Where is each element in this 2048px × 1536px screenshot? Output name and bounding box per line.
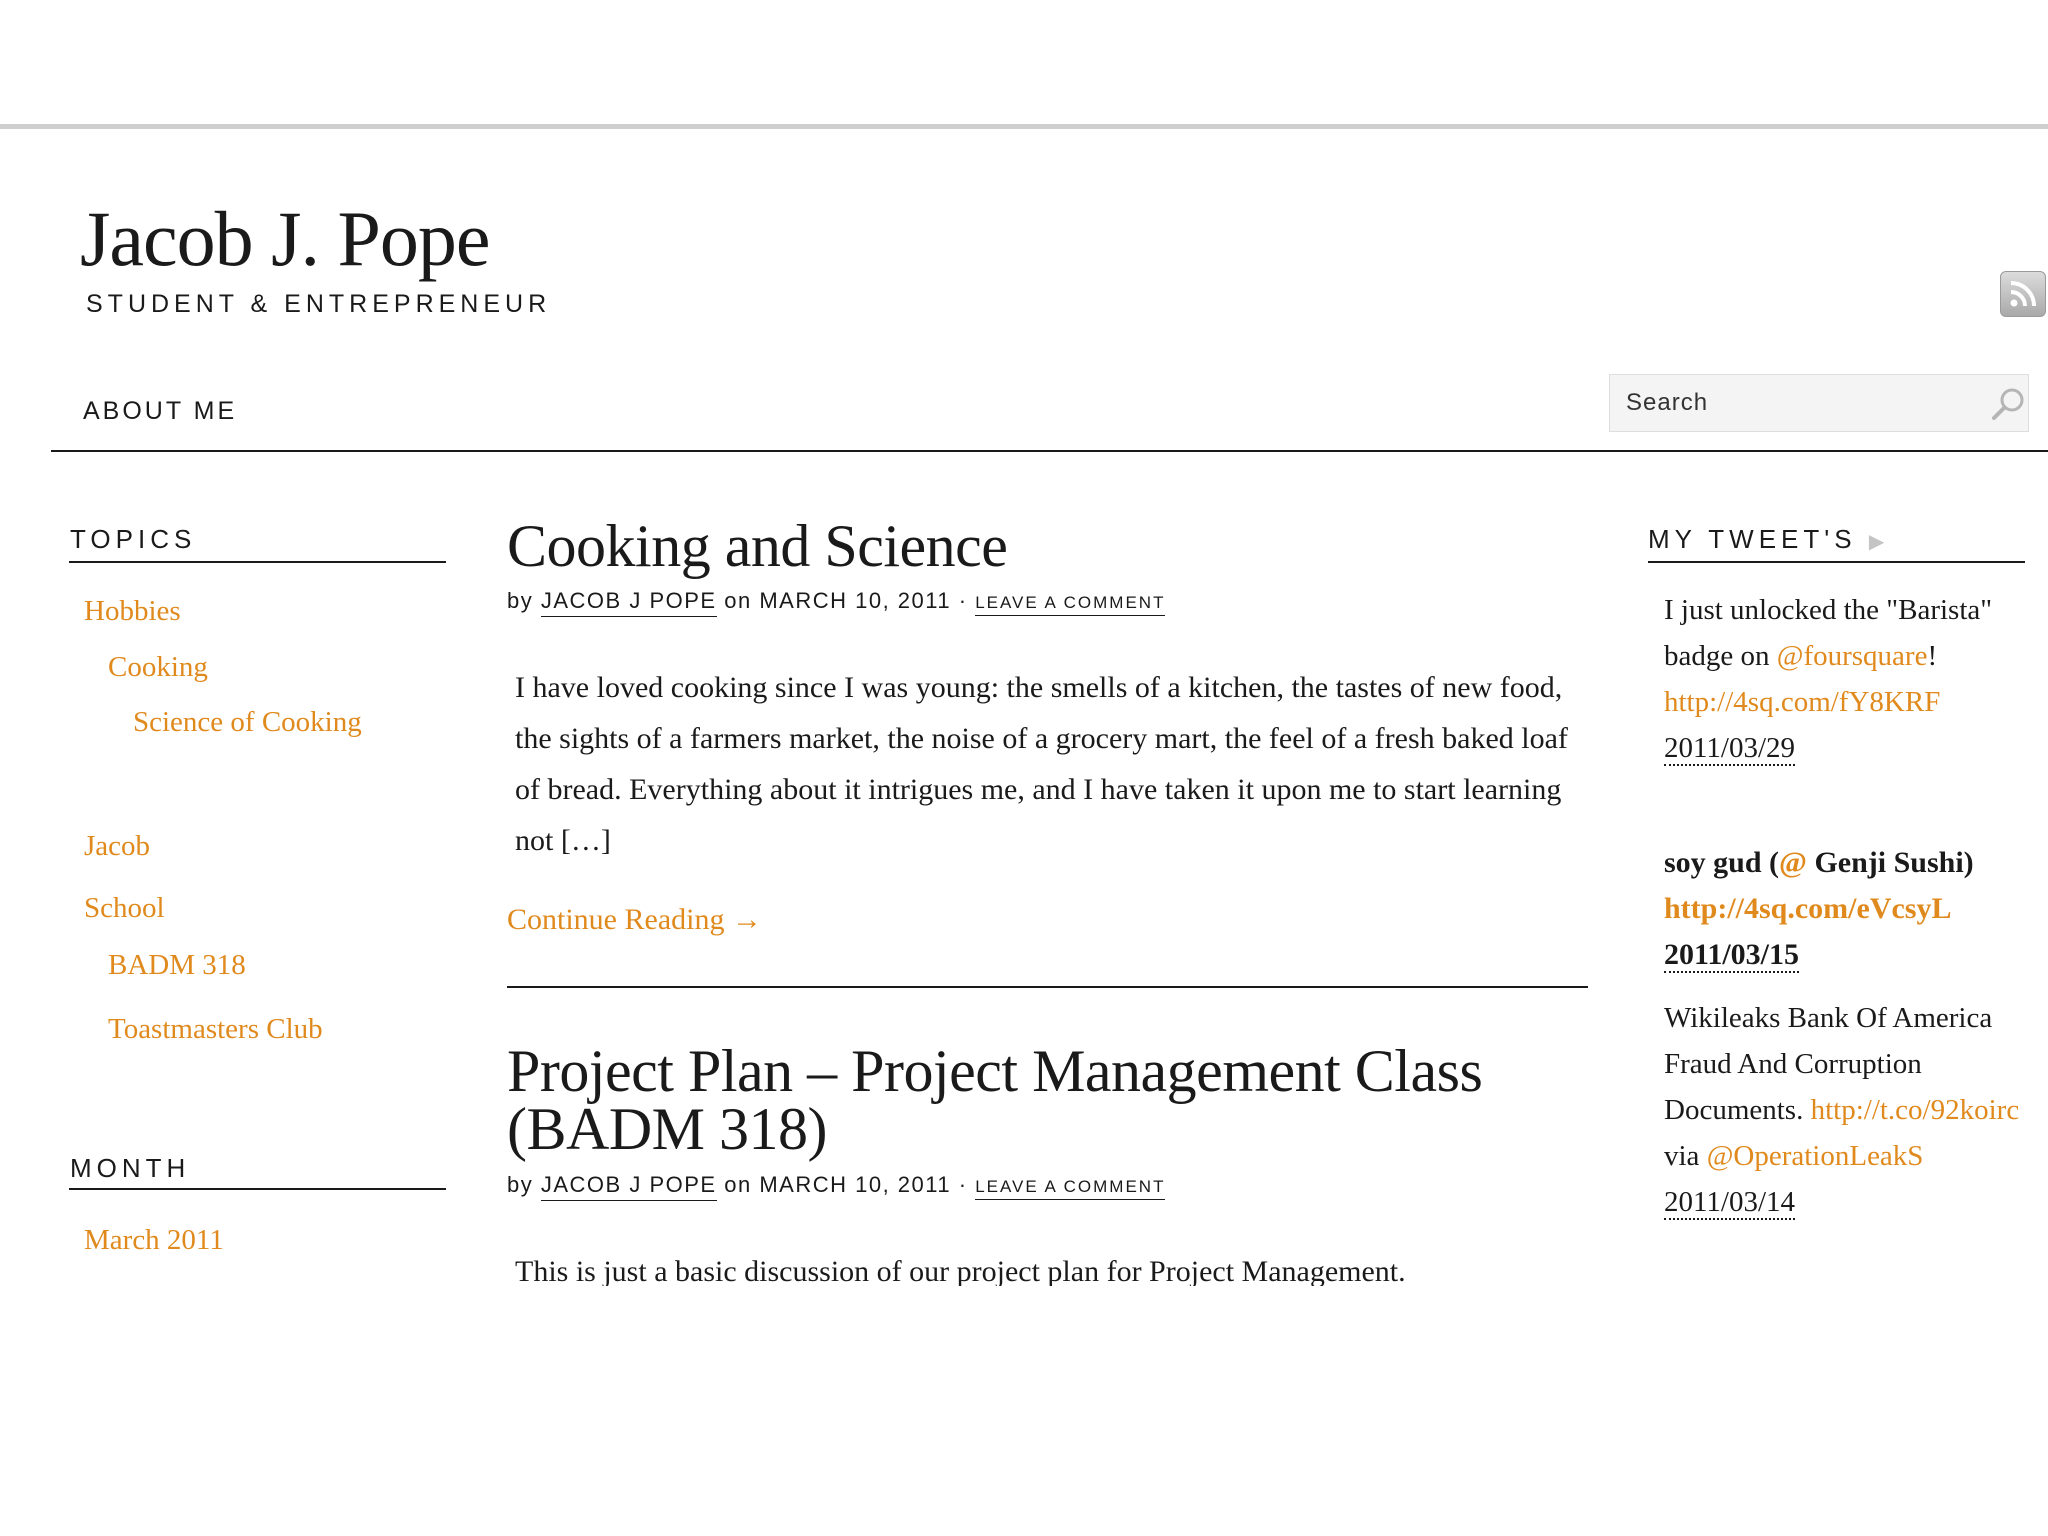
tweet-text: Wikileaks Bank Of America Fraud And Corruption Documents. — [1664, 1002, 1993, 1126]
caret-right-icon: ▶ — [1868, 531, 1885, 553]
meta-on: on — [724, 588, 752, 613]
tweet-mention[interactable]: @ — [1779, 846, 1807, 879]
meta-separator: · — [958, 588, 968, 613]
tweet-date[interactable]: 2011/03/29 — [1664, 732, 1796, 764]
tweet-text: soy gud ( — [1664, 846, 1780, 879]
month-rule — [69, 1188, 446, 1190]
meta-separator: · — [958, 1172, 968, 1197]
tweet-text: Genji Sushi) — [1806, 846, 1974, 879]
topic-hobbies[interactable]: Hobbies — [84, 595, 181, 627]
tweet-mention[interactable]: @foursquare — [1776, 640, 1928, 672]
post-date: MARCH 10, 2011 — [759, 588, 952, 613]
continue-reading-link[interactable]: Continue Reading → — [507, 903, 762, 936]
topic-science-of-cooking[interactable]: Science of Cooking — [133, 706, 362, 738]
tweet-text: I just unlocked the "Barista" badge on — [1664, 594, 1993, 672]
topics-rule — [69, 561, 446, 563]
rss-feed-glyph — [2008, 279, 2038, 309]
tweet-link[interactable]: http://4sq.com/eVcsyL — [1664, 892, 1950, 925]
leave-comment-link[interactable]: LEAVE A COMMENT — [975, 1177, 1165, 1200]
tweet-link[interactable]: http://4sq.com/fY8KRF — [1664, 686, 1941, 718]
site-title[interactable]: Jacob J. Pope — [80, 195, 490, 282]
meta-on: on — [724, 1172, 752, 1197]
tweet-item — [1664, 840, 2034, 978]
tweet-mention[interactable]: @OperationLeakS — [1706, 1140, 1924, 1172]
tweet-text-after: ! — [1927, 640, 1938, 672]
search-input[interactable] — [1626, 387, 1966, 419]
meta-by: by — [507, 588, 534, 613]
tweet-item — [1664, 995, 2034, 1225]
top-rule — [0, 124, 2048, 129]
post-divider — [507, 986, 1588, 988]
tweet-date[interactable]: 2011/03/15 — [1664, 938, 1800, 971]
tweet-text-via: via — [1664, 1140, 1707, 1172]
topic-jacob[interactable]: Jacob — [84, 830, 151, 862]
post-title[interactable]: Cooking and Science — [507, 513, 1008, 579]
magnifier-icon[interactable] — [1990, 385, 2028, 423]
tweets-rule — [1648, 561, 2025, 563]
topic-badm-318[interactable]: BADM 318 — [108, 949, 246, 981]
post-meta — [507, 1174, 1165, 1196]
nav-about-me[interactable]: ABOUT ME — [83, 397, 238, 425]
post-excerpt: This is just a basic discussion of our project plan for Project Management. — [515, 1255, 1406, 1286]
tweet-item — [1664, 587, 2034, 771]
tweets-title-text: MY TWEET'S — [1648, 524, 1857, 554]
post-excerpt: I have loved cooking since I was young: the smells of a kitchen, the tastes of new food, the sights of a farmers market, the noise of a grocery mart, the feel of a fresh baked loaf of bread. Everything about it intrigues me, and I have taken it upon me to start learning not […] — [515, 671, 1568, 857]
leave-comment-link[interactable]: LEAVE A COMMENT — [975, 593, 1165, 616]
topic-school[interactable]: School — [84, 892, 165, 924]
tweet-link[interactable]: http://t.co/92koirc — [1810, 1094, 2020, 1126]
tweets-title — [1648, 526, 1884, 552]
tweet-date[interactable]: 2011/03/14 — [1664, 1186, 1796, 1218]
month-title: MONTH — [70, 1153, 191, 1183]
rss-icon[interactable] — [2000, 271, 2046, 317]
topic-toastmasters-club[interactable]: Toastmasters Club — [108, 1013, 323, 1045]
topic-cooking[interactable]: Cooking — [108, 651, 208, 683]
post-title[interactable]: Project Plan – Project Management Class (BADM 318) — [507, 1038, 1483, 1162]
topics-title: TOPICS — [70, 524, 197, 554]
post-date: MARCH 10, 2011 — [759, 1172, 952, 1197]
meta-by: by — [507, 1172, 534, 1197]
site-tagline: STUDENT & ENTREPRENEUR — [86, 290, 552, 318]
nav-rule — [51, 450, 2048, 452]
author-link[interactable]: JACOB J POPE — [541, 588, 717, 617]
post-meta — [507, 590, 1165, 612]
month-march-2011[interactable]: March 2011 — [84, 1224, 224, 1256]
search-box — [1609, 374, 2029, 432]
author-link[interactable]: JACOB J POPE — [541, 1172, 717, 1201]
